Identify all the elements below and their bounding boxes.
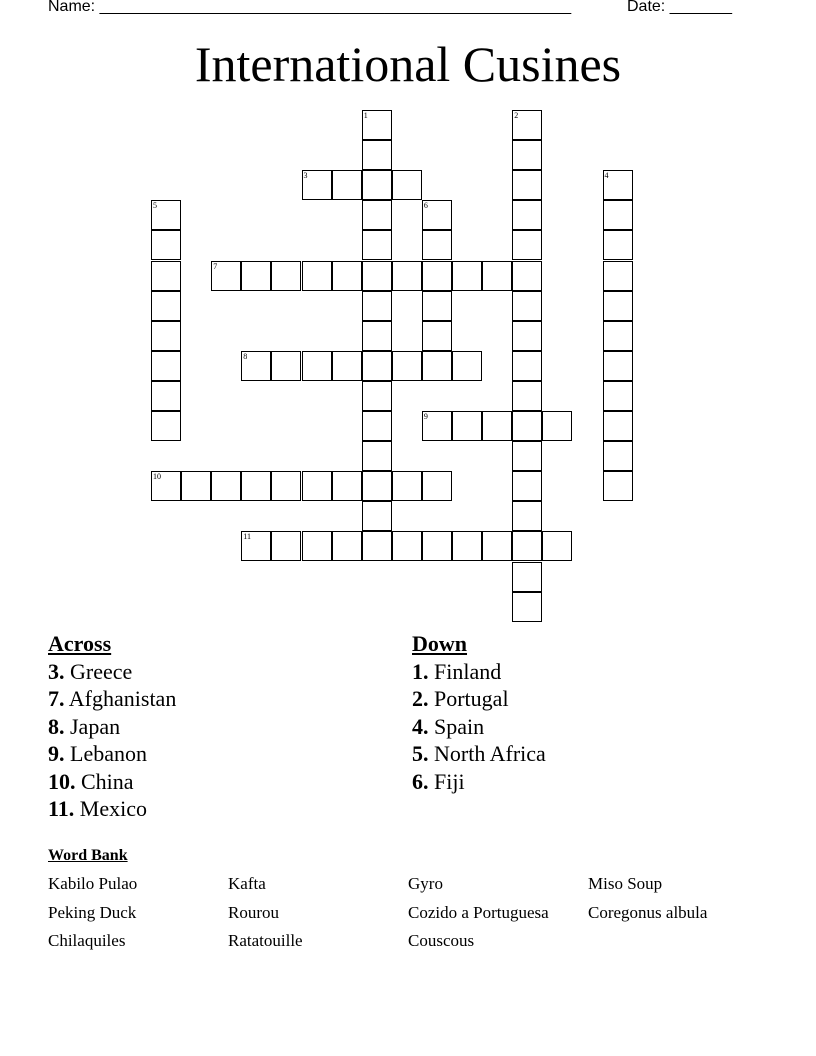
clue-text: Portugal — [434, 686, 509, 712]
crossword-cell[interactable] — [422, 321, 452, 351]
word-bank-item: Rourou — [228, 902, 279, 922]
crossword-cell[interactable] — [392, 531, 422, 561]
crossword-cell[interactable] — [332, 531, 362, 561]
crossword-cell[interactable] — [512, 592, 542, 622]
clue-number-label: 11 — [243, 532, 251, 542]
crossword-cell[interactable] — [482, 531, 512, 561]
crossword-cell[interactable] — [362, 230, 392, 260]
word-bank-item: Kabilo Pulao — [48, 874, 138, 893]
clue-number: 3. — [48, 659, 65, 684]
clue-number: 2. — [412, 686, 429, 712]
crossword-cell[interactable] — [603, 230, 633, 260]
crossword-cell[interactable] — [241, 351, 271, 381]
across-clue — [48, 740, 176, 767]
crossword-cell[interactable] — [151, 471, 181, 501]
crossword-cell[interactable] — [422, 411, 452, 441]
down-clues — [412, 630, 546, 795]
crossword-cell[interactable] — [512, 351, 542, 381]
clue-number: 7. — [48, 686, 65, 712]
crossword-cell[interactable] — [452, 411, 482, 441]
crossword-cell[interactable] — [512, 441, 542, 471]
word-bank-title: Word Bank — [48, 847, 128, 864]
clue-number: 5. — [412, 741, 429, 767]
crossword-cell[interactable] — [362, 441, 392, 471]
crossword-cell[interactable] — [151, 200, 181, 230]
clue-text: Lebanon — [70, 741, 147, 767]
clue-number-label: 6 — [423, 201, 428, 211]
crossword-cell[interactable] — [362, 200, 392, 230]
crossword-cell[interactable] — [362, 381, 392, 411]
name-field-line: Name: _____________________________________________________ — [48, 0, 572, 15]
crossword-cell[interactable] — [422, 200, 452, 230]
crossword-cell[interactable] — [181, 471, 211, 501]
crossword-cell[interactable] — [302, 471, 332, 501]
clue-number-label: 3 — [303, 171, 308, 181]
crossword-cell[interactable] — [151, 351, 181, 381]
clue-text: Mexico — [79, 796, 147, 822]
word-bank-item: Ratatouille — [228, 931, 303, 950]
across-heading: Across — [48, 631, 112, 656]
crossword-cell[interactable] — [151, 291, 181, 321]
crossword-cell[interactable] — [362, 471, 392, 501]
crossword-cell[interactable] — [302, 351, 332, 381]
crossword-cell[interactable] — [512, 200, 542, 230]
crossword-cell[interactable] — [271, 351, 301, 381]
clue-number: 6. — [412, 768, 429, 794]
clue-number: 9. — [48, 741, 65, 767]
crossword-cell[interactable] — [422, 230, 452, 260]
clue-text: Japan — [70, 713, 121, 739]
crossword-cell[interactable] — [362, 501, 392, 531]
across-clue — [48, 795, 176, 822]
across-clue — [48, 768, 176, 795]
crossword-cell[interactable] — [512, 261, 542, 291]
crossword-cell[interactable] — [512, 230, 542, 260]
down-clue — [412, 768, 546, 795]
clue-number: 1. — [412, 659, 429, 684]
crossword-cell[interactable] — [452, 351, 482, 381]
crossword-cell[interactable] — [512, 110, 542, 140]
crossword-cell[interactable] — [392, 261, 422, 291]
crossword-cell[interactable] — [512, 170, 542, 200]
crossword-cell[interactable] — [542, 411, 572, 441]
down-clue — [412, 740, 546, 767]
crossword-cell[interactable] — [512, 291, 542, 321]
crossword-cell[interactable] — [362, 531, 392, 561]
clue-number: 4. — [412, 713, 429, 739]
crossword-cell[interactable] — [512, 411, 542, 441]
word-bank-item: Peking Duck — [48, 902, 137, 922]
clue-number-label: 5 — [153, 201, 157, 211]
clue-number-label: 9 — [423, 412, 428, 421]
crossword-cell[interactable] — [362, 351, 392, 381]
crossword-cell[interactable] — [271, 471, 301, 501]
clue-text: Afghanistan — [68, 686, 177, 712]
crossword-cell[interactable] — [392, 170, 422, 200]
clue-number-label: 1 — [363, 111, 368, 120]
crossword-cell[interactable] — [211, 261, 241, 291]
crossword-cell[interactable] — [542, 531, 572, 561]
clue-number-label: 8 — [243, 351, 248, 361]
crossword-cell[interactable] — [271, 531, 301, 561]
crossword-cell[interactable] — [603, 351, 633, 381]
crossword-cell[interactable] — [362, 321, 392, 351]
crossword-cell[interactable] — [392, 471, 422, 501]
crossword-cell[interactable] — [512, 501, 542, 531]
crossword-cell[interactable] — [151, 321, 181, 351]
clue-number: 11. — [48, 796, 75, 822]
down-clue — [412, 685, 546, 712]
word-bank-item: Miso Soup — [588, 874, 663, 893]
crossword-cell[interactable] — [362, 170, 392, 200]
crossword-cell[interactable] — [151, 381, 181, 411]
word-bank-item: Kafta — [228, 874, 266, 893]
crossword-cell[interactable] — [362, 291, 392, 321]
crossword-cell[interactable] — [302, 170, 332, 200]
crossword-cell[interactable] — [392, 351, 422, 381]
down-clue — [412, 713, 546, 740]
crossword-cell[interactable] — [362, 411, 392, 441]
crossword-cell[interactable] — [362, 140, 392, 170]
crossword-cell[interactable] — [422, 291, 452, 321]
clue-text: Greece — [70, 659, 133, 684]
crossword-cell[interactable] — [271, 261, 301, 291]
crossword-cell[interactable] — [603, 411, 633, 441]
clue-number-label: 4 — [604, 171, 609, 181]
crossword-cell[interactable] — [603, 321, 633, 351]
crossword-cell[interactable] — [241, 471, 271, 501]
crossword-cell[interactable] — [422, 531, 452, 561]
clue-text: China — [81, 768, 134, 794]
crossword-cell[interactable] — [332, 471, 362, 501]
clue-number-label: 2 — [514, 111, 519, 120]
crossword-cell[interactable] — [241, 261, 271, 291]
crossword-cell[interactable] — [603, 261, 633, 291]
crossword-cell[interactable] — [302, 261, 332, 291]
crossword-cell[interactable] — [302, 531, 332, 561]
clue-number: 8. — [48, 713, 65, 739]
clue-text: Fiji — [434, 768, 465, 794]
word-bank-item: Coregonus albula — [588, 902, 708, 922]
word-bank-item: Couscous — [408, 931, 475, 950]
crossword-cell[interactable] — [603, 291, 633, 321]
crossword-cell[interactable] — [512, 531, 542, 561]
crossword-cell[interactable] — [452, 261, 482, 291]
crossword-cell[interactable] — [362, 261, 392, 291]
word-bank-item: Chilaquiles — [48, 931, 126, 950]
crossword-cell[interactable] — [512, 471, 542, 501]
crossword-cell[interactable] — [422, 351, 452, 381]
across-clue — [48, 685, 176, 712]
crossword-cell[interactable] — [603, 441, 633, 471]
crossword-cell[interactable] — [332, 351, 362, 381]
date-field-line: Date: _______ — [627, 0, 732, 15]
word-bank-list — [48, 874, 768, 964]
crossword-cell[interactable] — [482, 411, 512, 441]
crossword-cell[interactable] — [211, 471, 241, 501]
crossword-cell[interactable] — [603, 381, 633, 411]
crossword-cell[interactable] — [151, 261, 181, 291]
clue-text: North Africa — [434, 741, 546, 767]
crossword-cell[interactable] — [512, 381, 542, 411]
clue-number-label: 7 — [213, 261, 218, 271]
crossword-cell[interactable] — [603, 471, 633, 501]
crossword-cell[interactable] — [332, 170, 362, 200]
clue-text: Spain — [434, 713, 485, 739]
across-clue — [48, 658, 176, 685]
crossword-cell[interactable] — [422, 261, 452, 291]
word-bank-item: Cozido a Portuguesa — [408, 902, 549, 922]
crossword-cell[interactable] — [512, 321, 542, 351]
clue-text: Finland — [434, 659, 502, 684]
crossword-cell[interactable] — [151, 230, 181, 260]
crossword-cell[interactable] — [362, 110, 392, 140]
across-clue — [48, 713, 176, 740]
crossword-cell[interactable] — [452, 531, 482, 561]
clue-number-label: 10 — [153, 472, 161, 482]
crossword-cell[interactable] — [241, 531, 271, 561]
clue-number: 10. — [48, 768, 76, 794]
page-title: International Cusines — [194, 36, 622, 92]
crossword-cell[interactable] — [512, 140, 542, 170]
crossword-cell[interactable] — [151, 411, 181, 441]
crossword-cell[interactable] — [512, 562, 542, 592]
across-clues — [48, 630, 176, 822]
down-heading: Down — [412, 631, 468, 656]
word-bank — [48, 846, 768, 964]
crossword-cell[interactable] — [332, 261, 362, 291]
word-bank-item: Gyro — [408, 874, 443, 893]
crossword-cell[interactable] — [482, 261, 512, 291]
crossword-cell[interactable] — [603, 200, 633, 230]
down-clue — [412, 658, 546, 685]
crossword-cell[interactable] — [603, 170, 633, 200]
crossword-cell[interactable] — [422, 471, 452, 501]
